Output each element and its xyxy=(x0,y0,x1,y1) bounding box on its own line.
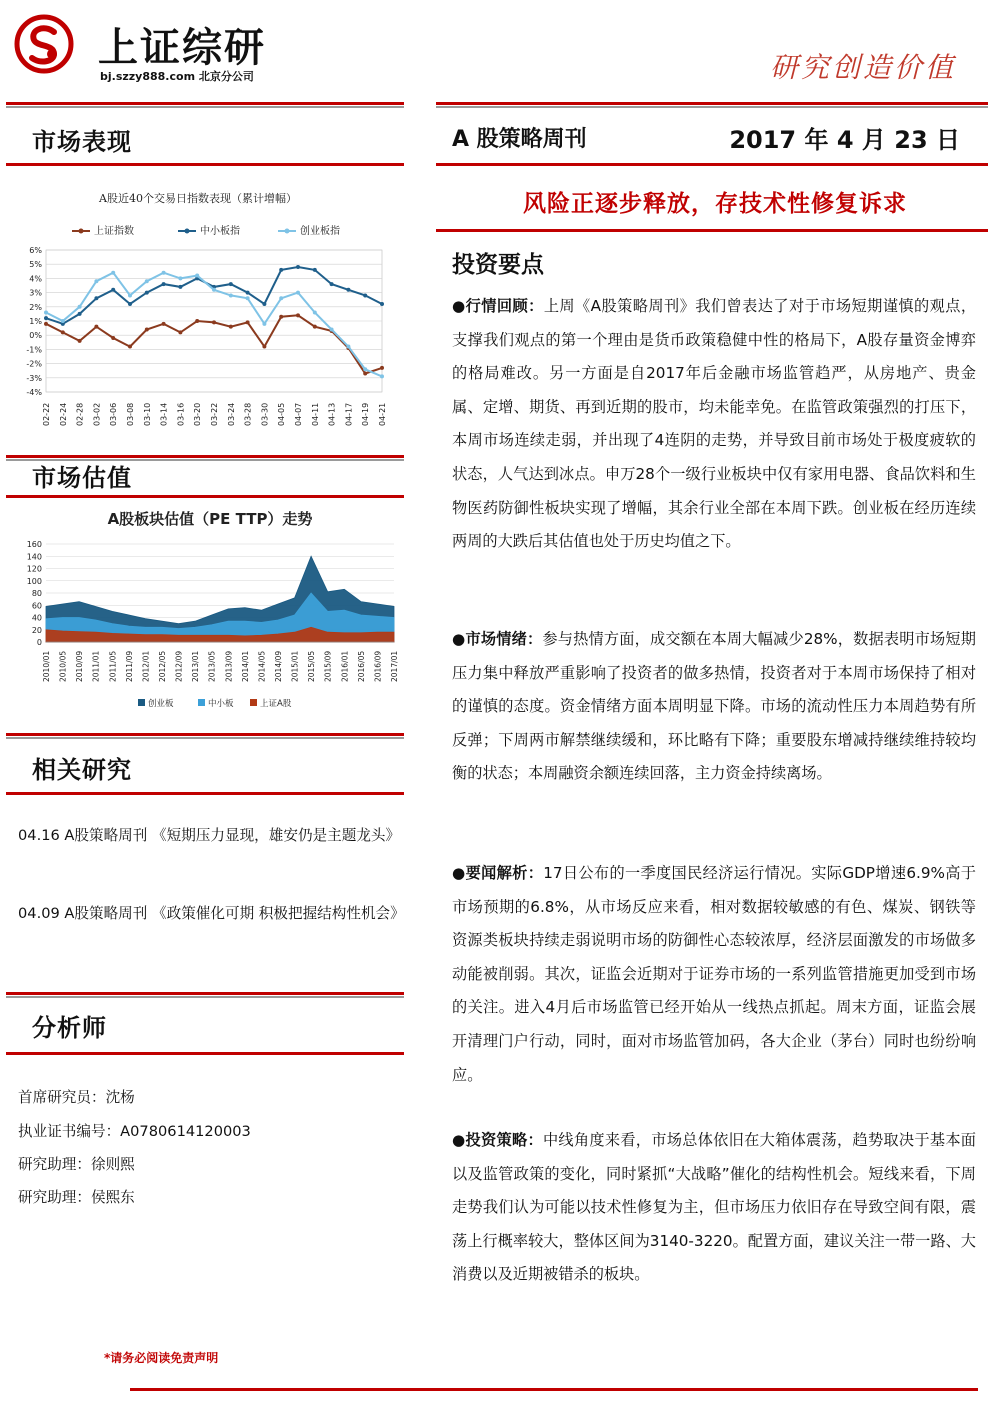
x-tick-label: 2012/05 xyxy=(158,650,167,682)
paragraph-text: 17日公布的一季度国民经济运行情况。实际GDP增速6.9%高于市场预期的6.8%，从市场反应来看，相对数据较敏感的有色、煤炭、钢铁等资源类板块持续走弱说明市场的防御性心态较浓厚，经济层面激发的市场做多动能被削弱。其次，证监会近期对于证券市场的一系列监管措施更加受到市场的关注。进入4月后市场监管已经开始从一线热点抓起。周末方面，证监会展开清理门户行动，同时，面对市场监管加码，各大企业（茅台）同时也纷纷响应。 xyxy=(452,864,976,1084)
x-tick-label: 04-11 xyxy=(310,402,320,426)
x-tick-label: 03-08 xyxy=(126,402,135,426)
data-point xyxy=(246,291,250,295)
x-tick-label: 02-24 xyxy=(58,402,68,426)
divider xyxy=(6,733,404,736)
index-performance-chart xyxy=(10,184,400,456)
report-type: A 股策略周刊 xyxy=(452,127,587,152)
x-tick-label: 02-28 xyxy=(75,402,85,426)
valuation-chart xyxy=(10,502,400,714)
x-tick-label: 2011/01 xyxy=(91,650,101,682)
data-point xyxy=(380,374,384,378)
data-point xyxy=(162,271,166,275)
y-tick-label: 140 xyxy=(26,552,42,562)
x-tick-label: 04-19 xyxy=(361,402,371,426)
legend-swatch xyxy=(138,699,145,706)
y-tick-label: 6% xyxy=(29,246,42,255)
analyst-line: 执业证书编号：A0780614120003 xyxy=(18,1123,251,1140)
x-tick-label: 2013/01 xyxy=(191,650,201,682)
divider xyxy=(6,792,404,795)
legend-label: 中小板 xyxy=(208,699,234,709)
legend-label: 中小板指 xyxy=(200,226,240,237)
x-tick-label: 2015/05 xyxy=(307,650,317,682)
data-point xyxy=(128,302,132,306)
footer-divider xyxy=(130,1388,978,1391)
market-performance-title: 市场表现 xyxy=(32,128,132,156)
data-point xyxy=(178,276,182,280)
x-tick-label: 03-06 xyxy=(109,402,119,426)
y-tick-label: 160 xyxy=(26,540,42,549)
y-tick-label: 1% xyxy=(29,317,42,326)
chart-title: A股板块估值（PE TTP）走势 xyxy=(107,510,313,528)
legend-swatch xyxy=(198,699,205,706)
x-tick-label: 04-13 xyxy=(327,402,337,426)
paragraph-sentiment xyxy=(452,623,976,791)
x-tick-label: 2015/01 xyxy=(290,650,300,682)
paragraph-lead: ●市场情绪： xyxy=(452,630,543,648)
divider xyxy=(6,992,404,995)
x-tick-label: 04-17 xyxy=(344,402,354,426)
x-tick-label: 04-07 xyxy=(294,402,303,426)
data-point xyxy=(145,328,149,332)
y-tick-label: 20 xyxy=(31,625,42,635)
analysts-title: 分析师 xyxy=(32,1014,107,1042)
headline: 风险正逐步释放，存技术性修复诉求 xyxy=(523,191,907,217)
x-tick-label: 2010/05 xyxy=(58,650,68,682)
x-tick-label: 2014/09 xyxy=(274,650,283,682)
x-tick-label: 04-05 xyxy=(277,402,287,426)
y-tick-label: -1% xyxy=(26,345,42,355)
legend-label: 上证指数 xyxy=(94,226,134,237)
y-tick-label: 0% xyxy=(29,331,42,341)
y-tick-label: 0 xyxy=(36,638,42,647)
data-point xyxy=(61,319,65,323)
market-valuation-title: 市场估值 xyxy=(32,464,132,492)
data-point xyxy=(178,330,182,334)
data-point xyxy=(363,367,367,371)
data-point xyxy=(279,315,283,319)
data-point xyxy=(346,345,350,349)
data-point xyxy=(44,310,48,314)
data-point xyxy=(78,312,82,316)
x-tick-label: 2012/01 xyxy=(141,650,151,682)
data-point xyxy=(145,291,149,295)
data-point xyxy=(279,268,283,272)
data-point xyxy=(246,296,250,300)
brand-url: bj.szzy888.com 北京分公司 xyxy=(100,70,254,83)
paragraph-text: 参与热情方面，成交额在本周大幅减少28%，数据表明市场短期压力集中释放严重影响了投资者的做多热情，投资者对于本周市场保持了相对的谨慎的态度。资金情绪方面本周明显下降。市场的流动性压力本周趋势有所反弹；下周两市解禁继续缓和，环比略有下降；重要股东增减持继续维持较均衡的状态；本周融资余额连续回落，主力资金持续离场。 xyxy=(452,630,976,783)
legend-label: 创业板指 xyxy=(300,226,340,237)
series-line xyxy=(46,267,382,324)
divider xyxy=(436,102,988,105)
data-point xyxy=(279,296,283,300)
divider xyxy=(6,106,404,108)
x-tick-label: 04-21 xyxy=(378,402,387,426)
related-item[interactable]: 04.09 A股策略周刊 《政策催化可期 积极把握结构性机会》 xyxy=(18,905,405,922)
related-research-title: 相关研究 xyxy=(32,756,132,784)
data-point xyxy=(229,293,233,297)
brand-name: 上证综研 xyxy=(98,25,266,71)
x-tick-label: 02-22 xyxy=(42,402,51,426)
data-point xyxy=(313,325,317,329)
paragraph-news xyxy=(452,857,976,1092)
related-item[interactable]: 04.16 A股策略周刊 《短期压力显现，雄安仍是主题龙头》 xyxy=(18,827,401,844)
y-tick-label: -2% xyxy=(26,359,42,369)
analyst-line: 研究助理：徐则熙 xyxy=(18,1156,135,1173)
y-tick-label: 60 xyxy=(31,601,42,611)
y-tick-label: 80 xyxy=(31,589,42,598)
paragraph-lead: ●投资策略： xyxy=(452,1131,543,1149)
x-tick-label: 03-30 xyxy=(260,402,270,426)
legend-marker xyxy=(285,229,290,234)
data-point xyxy=(313,268,317,272)
x-tick-label: 2015/09 xyxy=(323,650,333,682)
y-tick-label: 5% xyxy=(29,260,42,270)
divider xyxy=(6,163,404,166)
paragraph-market-review xyxy=(452,290,976,559)
data-point xyxy=(262,302,266,306)
data-point xyxy=(128,345,132,349)
legend-label: 上证A股 xyxy=(260,699,292,709)
data-point xyxy=(94,325,98,329)
paragraph-lead: ●要闻解析： xyxy=(452,864,544,882)
company-logo xyxy=(14,14,74,74)
data-point xyxy=(128,293,132,297)
x-tick-label: 03-20 xyxy=(193,402,203,426)
data-point xyxy=(380,366,384,370)
data-point xyxy=(246,320,250,324)
key-points-title: 投资要点 xyxy=(452,252,544,278)
data-point xyxy=(44,322,48,326)
data-point xyxy=(94,279,98,283)
x-tick-label: 03-10 xyxy=(142,402,152,426)
data-point xyxy=(178,285,182,289)
data-point xyxy=(229,325,233,329)
x-tick-label: 2017/01 xyxy=(390,650,399,682)
data-point xyxy=(346,288,350,292)
y-tick-label: -4% xyxy=(26,388,42,397)
x-tick-label: 03-14 xyxy=(159,402,169,426)
x-tick-label: 2012/09 xyxy=(174,650,184,682)
data-point xyxy=(162,282,166,286)
data-point xyxy=(111,271,115,275)
y-tick-label: 100 xyxy=(26,576,42,586)
divider xyxy=(6,996,404,998)
paragraph-strategy xyxy=(452,1124,976,1292)
data-point xyxy=(363,293,367,297)
divider xyxy=(6,102,404,105)
y-tick-label: 3% xyxy=(29,288,42,298)
x-tick-label: 03-28 xyxy=(243,402,253,426)
y-tick-label: 40 xyxy=(31,613,42,623)
legend-marker xyxy=(79,229,84,234)
x-tick-label: 2014/01 xyxy=(240,650,250,682)
legend-marker xyxy=(185,229,190,234)
data-point xyxy=(145,279,149,283)
disclaimer[interactable]: *请务必阅读免责声明 xyxy=(104,1351,219,1365)
divider xyxy=(436,163,988,166)
data-point xyxy=(78,305,82,309)
data-point xyxy=(363,372,367,376)
data-point xyxy=(229,282,233,286)
data-point xyxy=(330,328,334,332)
y-tick-label: -3% xyxy=(26,373,42,383)
analyst-line: 首席研究员：沈杨 xyxy=(18,1089,135,1106)
data-point xyxy=(61,330,65,334)
x-tick-label: 03-24 xyxy=(226,402,236,426)
divider xyxy=(436,106,988,108)
data-point xyxy=(195,319,199,323)
data-point xyxy=(380,302,384,306)
paragraph-text: 中线角度来看，市场总体依旧在大箱体震荡，趋势取决于基本面以及监管政策的变化，同时紧抓“大战略”催化的结构性机会。短线来看，下周走势我们认为可能以技术性修复为主，但市场压力依旧存在导致空间有限，震荡上行概率较大，整体区间为3140-3220。配置方面，建议关注一带一路、大消费以及近期被错杀的板块。 xyxy=(452,1131,976,1284)
divider xyxy=(6,495,404,498)
data-point xyxy=(262,345,266,349)
data-point xyxy=(296,291,300,295)
x-tick-label: 2011/05 xyxy=(108,650,118,682)
x-tick-label: 2016/05 xyxy=(356,650,366,682)
x-tick-label: 03-22 xyxy=(210,402,219,426)
x-tick-label: 2013/09 xyxy=(224,650,234,682)
analyst-line: 研究助理：侯熙东 xyxy=(18,1189,135,1206)
paragraph-text: 上周《A股策略周刊》我们曾表达了对于市场短期谨慎的观点，支撑我们观点的第一个理由是货币政策稳健中性的格局下，A股存量资金博弈的格局难改。另一方面是自2017年后金融市场监管趋严，从房地产、贵金属、定增、期货、再到近期的股市，均未能幸免。在监管政策强烈的打压下，本周市场连续走弱，并出现了4连阴的走势，并导致目前市场处于极度疲软的状态，人气达到冰点。申万28个一级行业板块中仅有家用电器、食品饮料和生物医药防御性板块实现了增幅，其余行业全部在本周下跌。创业板在经历连续两周的大跌后其估值也处于历史均值之下。 xyxy=(452,297,977,551)
paragraph-lead: ●行情回顾： xyxy=(452,297,544,315)
data-point xyxy=(262,322,266,326)
y-tick-label: 2% xyxy=(29,302,42,312)
data-point xyxy=(296,265,300,269)
data-point xyxy=(94,296,98,300)
divider xyxy=(6,737,404,739)
data-point xyxy=(296,313,300,317)
data-point xyxy=(195,274,199,278)
slogan: 研究创造价值 xyxy=(769,51,956,84)
divider xyxy=(436,229,988,232)
legend-swatch xyxy=(250,699,257,706)
x-tick-label: 2013/05 xyxy=(207,650,217,682)
report-date: 2017 年 4 月 23 日 xyxy=(729,126,960,154)
x-tick-label: 2010/01 xyxy=(42,650,51,682)
data-point xyxy=(330,282,334,286)
data-point xyxy=(111,288,115,292)
x-tick-label: 2011/09 xyxy=(124,650,134,682)
legend-label: 创业板 xyxy=(148,699,174,709)
data-point xyxy=(111,336,115,340)
y-tick-label: 120 xyxy=(26,564,42,574)
data-point xyxy=(212,288,216,292)
data-point xyxy=(212,320,216,324)
data-point xyxy=(78,339,82,343)
x-tick-label: 2014/05 xyxy=(257,650,267,682)
x-tick-label: 2016/01 xyxy=(340,650,350,682)
data-point xyxy=(313,310,317,314)
x-tick-label: 2016/09 xyxy=(373,650,383,682)
data-point xyxy=(44,316,48,320)
x-tick-label: 03-16 xyxy=(176,402,186,426)
x-tick-label: 2010/09 xyxy=(75,650,85,682)
x-tick-label: 03-02 xyxy=(92,402,102,426)
data-point xyxy=(162,322,166,326)
chart-title: A股近40个交易日指数表现（累计增幅） xyxy=(99,192,297,205)
divider xyxy=(6,1052,404,1055)
y-tick-label: 4% xyxy=(29,274,42,284)
